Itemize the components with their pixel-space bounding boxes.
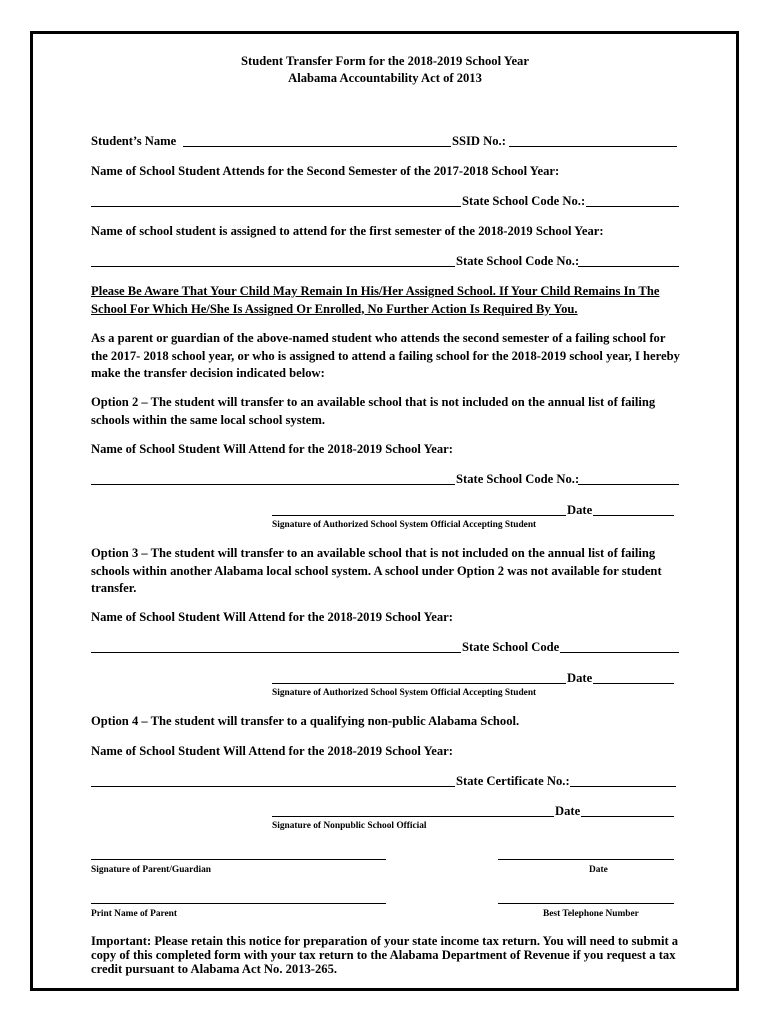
assigned-school-code-label: State School Code No.: xyxy=(456,254,580,268)
option4-school-field[interactable] xyxy=(91,786,455,787)
option4-prompt: Name of School Student Will Attend for the 2018-2019 School Year: xyxy=(91,744,453,758)
option3-signature-field[interactable] xyxy=(272,683,566,684)
ssid-label: SSID No.: xyxy=(452,134,506,148)
print-name-label: Print Name of Parent xyxy=(91,909,177,919)
option3-signature-caption: Signature of Authorized School System Official Accepting Student xyxy=(272,688,537,698)
tax-notice: Important: Please retain this notice for preparation of your state income tax return. You will need to submit a copy of this completed form with your tax return to the Alabama Department of Revenue if you request a tax credit pursuant to Alabama Act No. 2013-265. xyxy=(91,934,679,976)
option3-code-label: State School Code xyxy=(462,640,560,654)
option4-certificate-label: State Certificate No.: xyxy=(456,774,570,788)
assigned-school-field[interactable] xyxy=(91,266,455,267)
option3-code-field[interactable] xyxy=(560,652,679,653)
current-school-code-field[interactable] xyxy=(586,206,679,207)
telephone-field[interactable] xyxy=(498,903,674,904)
current-school-code-label: State School Code No.: xyxy=(462,194,586,208)
remain-notice: Please Be Aware That Your Child May Remain In His/Her Assigned School. If Your Child Remains In The School For Which He/She Is Assigned Or Enrolled, No Further Action Is Required By You. xyxy=(91,284,660,316)
option2-school-field[interactable] xyxy=(91,484,455,485)
form-title: Student Transfer Form for the 2018-2019 School Year xyxy=(241,54,529,68)
option2-date-field[interactable] xyxy=(593,515,674,516)
current-school-field[interactable] xyxy=(91,206,461,207)
option3-date-field[interactable] xyxy=(593,683,674,684)
option3-school-field[interactable] xyxy=(91,652,461,653)
assigned-school-code-field[interactable] xyxy=(578,266,679,267)
option4-date-label: Date xyxy=(555,804,581,818)
form-subtitle: Alabama Accountability Act of 2013 xyxy=(288,71,482,85)
option2-signature-field[interactable] xyxy=(272,515,566,516)
option4-certificate-field[interactable] xyxy=(570,786,676,787)
option2-signature-caption: Signature of Authorized School System Official Accepting Student xyxy=(272,520,537,530)
option4-signature-field[interactable] xyxy=(272,816,554,817)
student-name-field[interactable] xyxy=(183,146,451,147)
parent-date-label: Date xyxy=(589,865,608,875)
student-name-label: Student’s Name xyxy=(91,134,177,148)
option3-text: Option 3 – The student will transfer to an available school that is not included on the annual list of failing schools within another Alabama local school system. A school under Option 2 was not available for student transfer. xyxy=(91,546,662,595)
parent-signature-field[interactable] xyxy=(91,859,386,860)
option4-date-field[interactable] xyxy=(581,816,674,817)
option3-prompt: Name of School Student Will Attend for the 2018-2019 School Year: xyxy=(91,610,453,624)
parent-signature-label: Signature of Parent/Guardian xyxy=(91,865,211,875)
assigned-school-prompt: Name of school student is assigned to attend for the first semester of the 2018-2019 School Year: xyxy=(91,224,604,238)
option2-text: Option 2 – The student will transfer to an available school that is not included on the annual list of failing schools within the same local school system. xyxy=(91,395,656,427)
ssid-field[interactable] xyxy=(509,146,677,147)
parent-date-field[interactable] xyxy=(498,859,674,860)
print-name-field[interactable] xyxy=(91,903,386,904)
option3-date-label: Date xyxy=(567,671,593,685)
option4-signature-caption: Signature of Nonpublic School Official xyxy=(272,821,427,831)
option4-text: Option 4 – The student will transfer to a qualifying non-public Alabama School. xyxy=(91,714,520,728)
option2-code-label: State School Code No.: xyxy=(456,472,580,486)
telephone-label: Best Telephone Number xyxy=(543,909,639,919)
option2-prompt: Name of School Student Will Attend for the 2018-2019 School Year: xyxy=(91,442,453,456)
option2-date-label: Date xyxy=(567,503,593,517)
option2-code-field[interactable] xyxy=(578,484,679,485)
parent-intro: As a parent or guardian of the above-named student who attends the second semester of a failing school for the 2017- 2018 school year, or who is assigned to attend a failing school for the 2018-2019 school year, I hereby make the transfer decision indicated below: xyxy=(91,331,680,380)
current-school-prompt: Name of School Student Attends for the Second Semester of the 2017-2018 School Year: xyxy=(91,164,560,178)
